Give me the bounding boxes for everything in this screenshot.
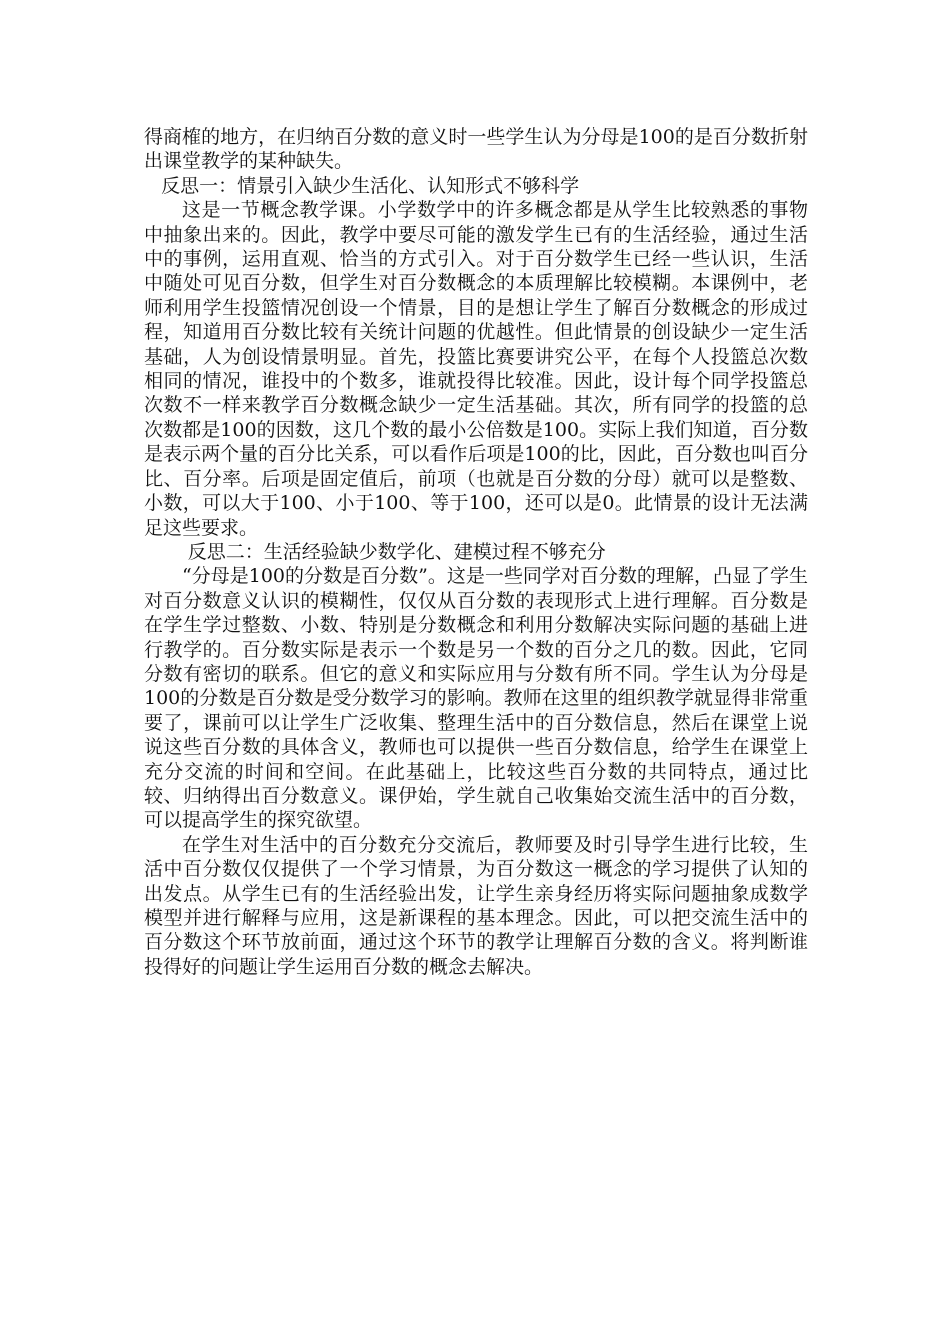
paragraph: 这是一节概念教学课。小学数学中的许多概念都是从学生比较熟悉的事物中抽象出来的。因此，教学中要尽可能的激发学生已有的生活经验，通过生活中的事例，运用直观、恰当的方式引入。对于百分数学生已经一些认识，生活中随处可见百分数，但学生对百分数概念的本质理解比较模糊。本课例中，老师利用学生投篮情况创设一个情景，目的是想让学生了解百分数概念的形成过程，知道用百分数比较有关统计问题的优越性。但此情景的创设缺少一定生活基础，人为创设情景明显。首先，投篮比赛要讲究公平，在每个人投篮总次数相同的情况，谁投中的个数多，谁就投得比较准。因此，设计每个同学投篮总次数不一样来教学百分数概念缺少一定生活基础。其次，所有同学的投篮的总次数都是100的因数，这几个数的最小公倍数是100。实际上我们知道，百分数是表示两个量的百分比关系，可以看作后项是100的比，因此，百分数也叫百分比、百分率。后项是固定值后，前项（也就是百分数的分母）就可以是整数、小数，可以大于100、小于100、等于100，还可以是0。此情景的设计无法满足这些要求。 [144,199,808,539]
section-heading-reflection-2: 反思二：生活经验缺少数学化、建模过程不够充分 [187,540,606,563]
paragraph-continuation: 得商榷的地方，在归纳百分数的意义时一些学生认为分母是100的是百分数折射出课堂教学的某种缺失。 [144,126,808,173]
body-text [144,125,808,979]
paragraph: 在学生对生活中的百分数充分交流后，教师要及时引导学生进行比较，生活中百分数仅仅提供了一个学习情景，为百分数这一概念的学习提供了认知的出发点。从学生已有的生活经验出发，让学生亲身经历将实际问题抽象成数学模型并进行解释与应用，这是新课程的基本理念。因此，可以把交流生活中的百分数这个环节放前面，通过这个环节的教学让理解百分数的含义。将判断谁投得好的问题让学生运用百分数的概念去解决。 [144,833,808,978]
section-heading-reflection-1: 反思一：情景引入缺少生活化、认知形式不够科学 [161,174,580,197]
paragraph: “分母是100的分数是百分数”。这是一些同学对百分数的理解，凸显了学生对百分数意义认识的模糊性，仅仅从百分数的表现形式上进行理解。百分数是在学生学过整数、小数、特别是分数概念和利用分数解决实际问题的基础上进行教学的。百分数实际是表示一个数是另一个数的百分之几的数。因此，它同分数有密切的联系。但它的意义和实际应用与分数有所不同。学生认为分母是100的分数是百分数是受分数学习的影响。教师在这里的组织教学就显得非常重要了，课前可以让学生广泛收集、整理生活中的百分数信息，然后在课堂上说说这些百分数的具体含义，教师也可以提供一些百分数信息，给学生在课堂上充分交流的时间和空间。在此基础上，比较这些百分数的共同特点，通过比较、归纳得出百分数意义。课伊始，学生就自己收集始交流生活中的百分数，可以提高学生的探究欲望。 [144,565,808,832]
